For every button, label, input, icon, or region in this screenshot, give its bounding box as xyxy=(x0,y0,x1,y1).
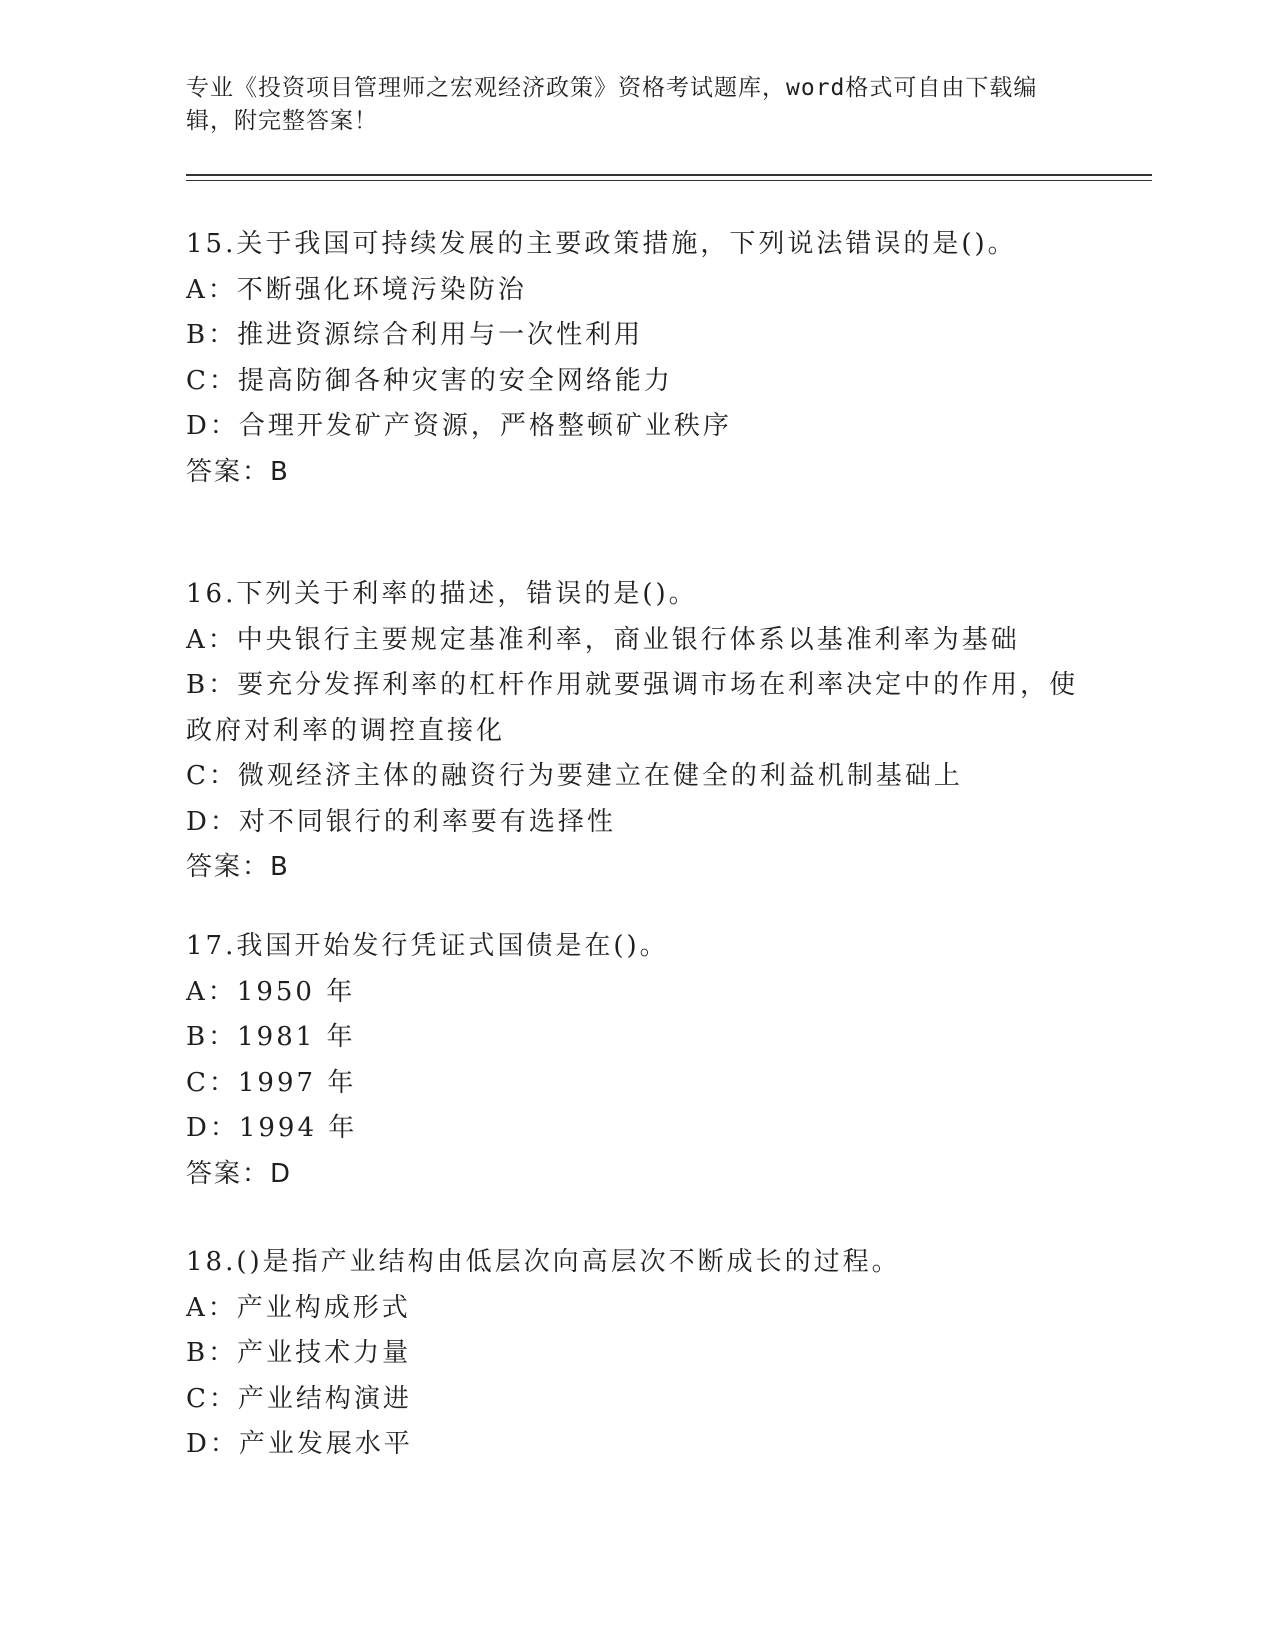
option-a: A：产业构成形式 xyxy=(186,1292,411,1323)
header-line-1: 专业《投资项目管理师之宏观经济政策》资格考试题库，word格式可自由下载编 xyxy=(186,75,1038,101)
question-stem: 16.下列关于利率的描述，错误的是()。 xyxy=(186,579,698,609)
answer-label: 答案：B xyxy=(186,456,290,487)
header-rule-thin xyxy=(186,180,1152,181)
question-16 xyxy=(186,572,1086,891)
document-header xyxy=(186,72,1066,138)
option-d: D：产业发展水平 xyxy=(186,1429,413,1459)
question-17 xyxy=(186,924,1086,1197)
question-stem: 15.关于我国可持续发展的主要政策措施，下列说法错误的是()。 xyxy=(186,229,1017,259)
option-b: B：推进资源综合利用与一次性利用 xyxy=(186,320,644,350)
option-b: B：产业技术力量 xyxy=(186,1338,412,1368)
option-c: C：提高防御各种灾害的安全网络能力 xyxy=(186,365,673,396)
option-d: D：合理开发矿产资源，严格整顿矿业秩序 xyxy=(186,411,732,441)
question-15 xyxy=(186,222,1086,495)
option-b: B：1981 年 xyxy=(186,1022,356,1052)
option-d: D：1994 年 xyxy=(186,1113,358,1143)
answer-label: 答案：B xyxy=(186,852,290,882)
option-a: A：不断强化环境污染防治 xyxy=(186,274,527,305)
option-d: D：对不同银行的利率要有选择性 xyxy=(186,806,616,837)
header-rule-thick xyxy=(186,174,1152,176)
header-line-2: 辑，附完整答案！ xyxy=(186,108,378,134)
question-18 xyxy=(186,1240,1086,1468)
option-a: A：中央银行主要规定基准利率，商业银行体系以基准利率为基础 xyxy=(186,624,1020,655)
option-b: B：要充分发挥利率的杠杆作用就要强调市场在利率决定中的作用，使 xyxy=(186,670,1079,700)
option-c: C：微观经济主体的融资行为要建立在健全的利益机制基础上 xyxy=(186,761,963,791)
question-stem: 17.我国开始发行凭证式国债是在()。 xyxy=(186,931,669,961)
question-stem: 18.()是指产业结构由低层次向高层次不断成长的过程。 xyxy=(186,1247,901,1277)
option-c: C：产业结构演进 xyxy=(186,1383,412,1414)
option-b-continued: 政府对利率的调控直接化 xyxy=(186,715,506,746)
option-a: A：1950 年 xyxy=(186,976,356,1007)
answer-label: 答案：D xyxy=(186,1158,293,1189)
option-c: C：1997 年 xyxy=(186,1067,357,1098)
